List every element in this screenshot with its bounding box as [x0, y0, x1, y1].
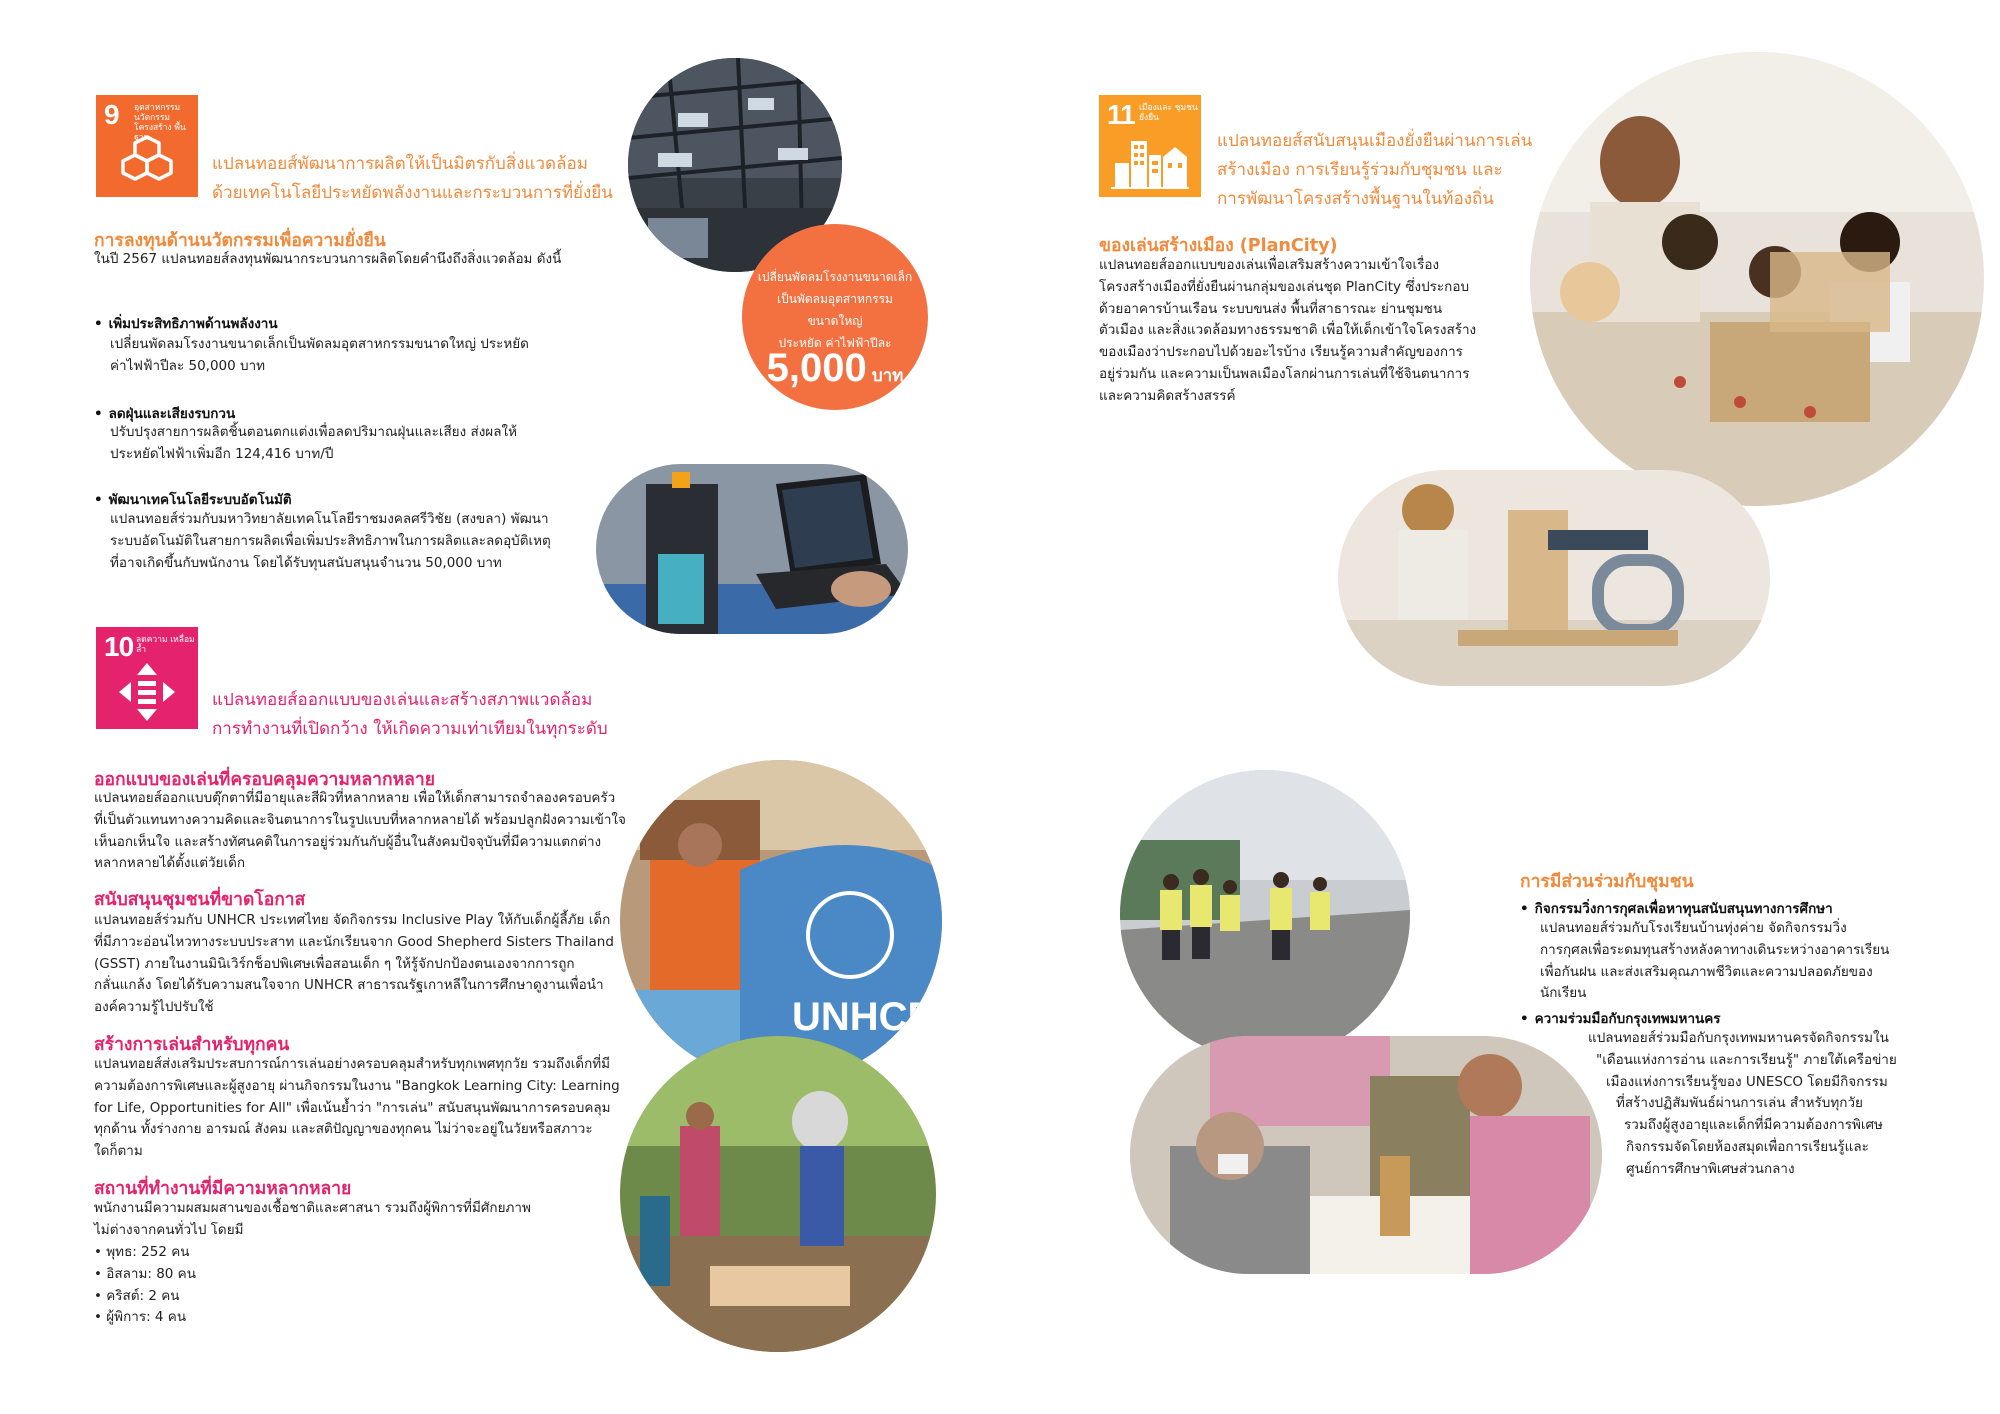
- bullet-automation-text: [110, 509, 551, 574]
- intro-line: แปลนทอยส์ออกแบบของเล่นและสร้างสภาพแวดล้อม: [212, 690, 593, 710]
- sdg11-badge: [1099, 95, 1201, 197]
- park-event-photo: [620, 1036, 936, 1352]
- bullet-dust-title: • ลดฝุ่นและเสียงรบกวน: [94, 402, 235, 424]
- inclusive-toys-heading: ออกแบบของเล่นที่ครอบคลุมความหลากหลาย: [94, 770, 435, 790]
- sdg9-label: อุตสาหกรรม นวัตกรรมโครงสร้าง พื้นฐาน: [134, 103, 186, 143]
- text-line: แปลนทอยส์ส่งเสริมประสบการณ์การเล่นอย่างครอบคลุมสำหรับทุกเพศทุกวัย รวมถึงเด็กที่มี: [94, 1056, 611, 1072]
- diverse-workplace-text: [94, 1198, 531, 1242]
- text-line: อยู่ร่วมกัน และความเป็นพลเมืองโลกผ่านการเล่นที่ใช้จินตนาการ: [1099, 365, 1470, 382]
- text-line: นักเรียน: [1540, 985, 1587, 1002]
- sdg11-intro: [1217, 127, 1532, 214]
- intro-line: แปลนทอยส์สนับสนุนเมืองยั่งยืนผ่านการเล่น: [1217, 131, 1533, 151]
- religion-count: คริสต์: 2 คน: [106, 1287, 180, 1304]
- elderly-play-photo: [1130, 1036, 1602, 1274]
- callout-unit: บาท: [871, 366, 904, 386]
- charity-run-title: • กิจกรรมวิ่งการกุศลเพื่อหาทุนสนับสนุนทางการศึกษา: [1520, 897, 1833, 919]
- text-line: ระบบอัตโนมัติในสายการผลิตเพื่อเพิ่มประสิทธิภาพในการผลิตและลดอุบัติเหตุ: [110, 532, 551, 549]
- bullet-energy-title: • เพิ่มประสิทธิภาพด้านพลังงาน: [94, 312, 278, 334]
- energy-savings-callout: [742, 224, 928, 410]
- text-line: การกุศลเพื่อระดมทุนสร้างหลังคาทางเดินระหว่างอาคารเรียน: [1540, 941, 1890, 958]
- list-item: • คริสต์: 2 คน: [94, 1287, 180, 1304]
- text-line: ทุกด้าน ทั้งร่างกาย อารมณ์ สังคม และสติปัญญาของทุกคน ไม่ว่าจะอยู่ในวัยหรือสภาวะ: [94, 1121, 593, 1138]
- cubes-icon: [116, 133, 178, 191]
- plancity-heading: ของเล่นสร้างเมือง (PlanCity): [1099, 236, 1338, 256]
- play-for-all-heading: สร้างการเล่นสำหรับทุกคน: [94, 1035, 290, 1055]
- inclusive-toys-text: [94, 788, 626, 875]
- text-line: รวมถึงผู้สูงอายุและเด็กที่มีความต้องการพิเศษ: [1624, 1117, 1883, 1134]
- community-support-heading: สนับสนุนชุมชนที่ขาดโอกาส: [94, 890, 306, 910]
- intro-line: การพัฒนาโครงสร้างพื้นฐานในท้องถิ่น: [1217, 189, 1494, 209]
- bangkok-title: • ความร่วมมือกับกรุงเทพมหานคร: [1520, 1007, 1721, 1029]
- text-line: เปลี่ยนพัดลมโรงงานขนาดเล็กเป็นพัดลมอุตสาหกรรมขนาดใหญ่ ประหยัด: [110, 336, 529, 352]
- callout-line: ขนาดใหญ่: [807, 314, 863, 328]
- list-item: • พุทธ: 252 คน: [94, 1244, 190, 1260]
- text-line: ปรับปรุงสายการผลิตชิ้นตอนตกแต่งเพื่อลดปริมาณฝุ่นและเสียง ส่งผลให้: [110, 424, 517, 440]
- employee-composition-list: [94, 1242, 196, 1329]
- text-line: กิจกรรมจัดโดยห้องสมุดเพื่อการเรียนรู้และ: [1626, 1138, 1869, 1155]
- text-line: เมืองแห่งการเรียนรู้ของ UNESCO โดยมีกิจกรรม: [1606, 1073, 1888, 1090]
- community-heading: การมีส่วนร่วมกับชุมชน: [1520, 872, 1694, 892]
- child-toy-photo: [1338, 470, 1770, 686]
- text-line: ที่อาจเกิดขึ้นกับพนักงาน โดยได้รับทุนสนับสนุนจำนวน 50,000 บาท: [110, 554, 502, 571]
- text-line: ที่เป็นตัวแทนทางความคิดและจินตนาการในรูปแบบที่หลากหลายได้ พร้อมปลูกฝังความเข้าใจ: [94, 811, 626, 828]
- intro-line: สร้างเมือง การเรียนรู้ร่วมกับชุมชน และ: [1217, 160, 1503, 180]
- text-line: ด้วยอาคารบ้านเรือน ระบบขนส่ง พื้นที่สาธารณะ ย่านชุมชน: [1099, 300, 1443, 317]
- text-line: ที่สร้างปฏิสัมพันธ์ผ่านการเล่น สำหรับทุกวัย: [1616, 1095, 1863, 1112]
- text-line: ศูนย์การศึกษาพิเศษส่วนกลาง: [1626, 1160, 1795, 1177]
- text-line: "เดือนแห่งการอ่าน และการเรียนรู้" ภายใต้เครือข่าย: [1596, 1051, 1897, 1068]
- text-line: ตัวเมือง และสิ่งแวดล้อมทางธรรมชาติ เพื่อให้เด็กเข้าใจโครงสร้าง: [1099, 322, 1477, 339]
- plancity-text: [1099, 255, 1476, 408]
- sdg9-number: 9: [104, 99, 119, 130]
- bullet-energy-text: [110, 334, 529, 378]
- sdg11-number: 11: [1107, 99, 1135, 130]
- text-line: ที่มีภาวะอ่อนไหวทางระบบประสาท และนักเรียนจาก Good Shepherd Sisters Thailand: [94, 933, 614, 950]
- community-support-text: [94, 910, 614, 1019]
- text-line: ไม่ต่างจากคนทั่วไป โดยมี: [94, 1221, 244, 1238]
- innovation-lead: ในปี 2567 แปลนทอยส์ลงทุนพัฒนากระบวนการผลิตโดยคำนึงถึงสิ่งแวดล้อม ดังนี้: [94, 251, 562, 267]
- text-line: แปลนทอยส์ออกแบบของเล่นเพื่อเสริมสร้างความเข้าใจเรื่อง: [1099, 257, 1440, 273]
- text-line: แปลนทอยส์ออกแบบตุ๊กตาที่มีอายุและสีผิวที่หลากหลาย เพื่อให้เด็กสามารถจำลองครอบครัว: [94, 790, 616, 806]
- text-line: ใดก็ตาม: [94, 1143, 143, 1160]
- equality-icon: [117, 661, 177, 723]
- text-line: โครงสร้างเมืองที่ยั่งยืนผ่านกลุ่มของเล่นชุด PlanCity ซึ่งประกอบ: [1099, 278, 1470, 295]
- sdg10-number: 10: [104, 631, 134, 662]
- text-line: ค่าไฟฟ้าปีละ 50,000 บาท: [110, 357, 266, 374]
- sdg9-intro: [212, 150, 613, 208]
- religion-count: พุทธ: 252 คน: [106, 1244, 190, 1260]
- list-item: • ผู้พิการ: 4 คน: [94, 1309, 187, 1326]
- unhcr-volunteers-photo: [620, 760, 942, 1082]
- charity-run-text: [1540, 918, 1889, 1005]
- intro-line: แปลนทอยส์พัฒนาการผลิตให้เป็นมิตรกับสิ่งแวดล้อม: [212, 154, 588, 174]
- sdg9-badge: [96, 95, 198, 197]
- text-line: แปลนทอยส์ร่วมกับโรงเรียนบ้านทุ่งค่าย จัดกิจกรรมวิ่ง: [1540, 920, 1847, 936]
- city-icon: [1111, 133, 1189, 189]
- bullet-automation-title: • พัฒนาเทคโนโลยีระบบอัตโนมัติ: [94, 488, 292, 510]
- callout-line: ประหยัด ค่าไฟฟ้าปีละ: [778, 336, 892, 350]
- text-line: และความคิดสร้างสรรค์: [1099, 387, 1236, 404]
- sdg10-badge: [96, 627, 198, 729]
- text-line: for Life, Opportunities for All" เพื่อเน้นย้ำว่า "การเล่น" สนับสนุนพัฒนาการครอบคลุม: [94, 1099, 611, 1116]
- play-for-all-text: [94, 1054, 620, 1163]
- children-playing-photo: [1530, 52, 1984, 506]
- svg-text:UNHCR: UNHCR: [792, 995, 937, 1039]
- callout-line: เป็นพัดลมอุตสาหกรรม: [777, 292, 893, 306]
- text-line: (GSST) ภายในงานมินิเวิร์กช็อปพิเศษเพื่อสอนเด็ก ๆ ให้รู้จักปกป้องตนเองจากการถูก: [94, 955, 575, 972]
- intro-line: ด้วยเทคโนโลยีประหยัดพลังงานและกระบวนการที่ยั่งยืน: [212, 183, 613, 203]
- text-line: ประหยัดไฟฟ้าเพิ่มอีก 124,416 บาท/ปี: [110, 445, 334, 462]
- text-line: กลั่นแกล้ง โดยได้รับความสนใจจาก UNHCR สาธารณรัฐเกาหลีในการศึกษาดูงานเพื่อนำ: [94, 977, 604, 994]
- text-line: แปลนทอยส์ร่วมกับมหาวิทยาลัยเทคโนโลยีราชมงคลศรีวิชัย (สงขลา) พัฒนา: [110, 511, 549, 527]
- text-line: แปลนทอยส์ร่วมกับ UNHCR ประเทศไทย จัดกิจกรรม Inclusive Play ให้กับเด็กผู้ลี้ภัย เด็ก: [94, 912, 611, 928]
- innovation-heading: การลงทุนด้านนวัตกรรมเพื่อความยั่งยืน: [94, 231, 386, 251]
- text-line: องค์ความรู้ไปปรับใช้: [94, 999, 214, 1016]
- charity-run-photo: [1120, 770, 1410, 1060]
- text-line: พนักงานมีความผสมผสานของเชื้อชาติและศาสนา รวมถึงผู้พิการที่มีศักยภาพ: [94, 1200, 531, 1216]
- list-item: • อิสลาม: 80 คน: [94, 1265, 196, 1282]
- text-line: หลากหลายได้ตั้งแต่วัยเด็ก: [94, 855, 246, 872]
- callout-amount: 5,000: [766, 346, 867, 390]
- text-line: ความต้องการพิเศษและผู้สูงอายุ ผ่านกิจกรรมในงาน "Bangkok Learning City: Learning: [94, 1077, 620, 1094]
- diverse-workplace-heading: สถานที่ทำงานที่มีความหลากหลาย: [94, 1179, 352, 1199]
- text-line: เพื่อกันฝน และส่งเสริมคุณภาพชีวิตและความปลอดภัยของ: [1540, 963, 1873, 980]
- intro-line: การทำงานที่เปิดกว้าง ให้เกิดความเท่าเทียมในทุกระดับ: [212, 719, 608, 739]
- text-line: ของเมืองว่าประกอบไปด้วยอะไรบ้าง เรียนรู้ความสำคัญของการ: [1099, 344, 1463, 361]
- sdg10-label: ลดความ เหลื่อมล้ำ: [136, 635, 195, 655]
- bullet-dust-text: [110, 422, 517, 466]
- religion-count: อิสลาม: 80 คน: [106, 1265, 196, 1282]
- sdg10-intro: [212, 686, 608, 744]
- callout-line: เปลี่ยนพัดลมโรงงานขนาดเล็ก: [757, 270, 913, 284]
- text-line: เห็นอกเห็นใจ และสร้างทัศนคติในการอยู่ร่วมกันกับผู้อื่นในสังคมปัจจุบันที่มีความแตกต่าง: [94, 833, 602, 850]
- religion-count: ผู้พิการ: 4 คน: [106, 1309, 187, 1326]
- sdg11-label: เมืองและ ชุมชนยั่งยืน: [1139, 103, 1198, 123]
- text-line: แปลนทอยส์ร่วมมือกับกรุงเทพมหานครจัดกิจกรรมใน: [1588, 1030, 1889, 1046]
- automation-laptop-photo: [596, 464, 908, 634]
